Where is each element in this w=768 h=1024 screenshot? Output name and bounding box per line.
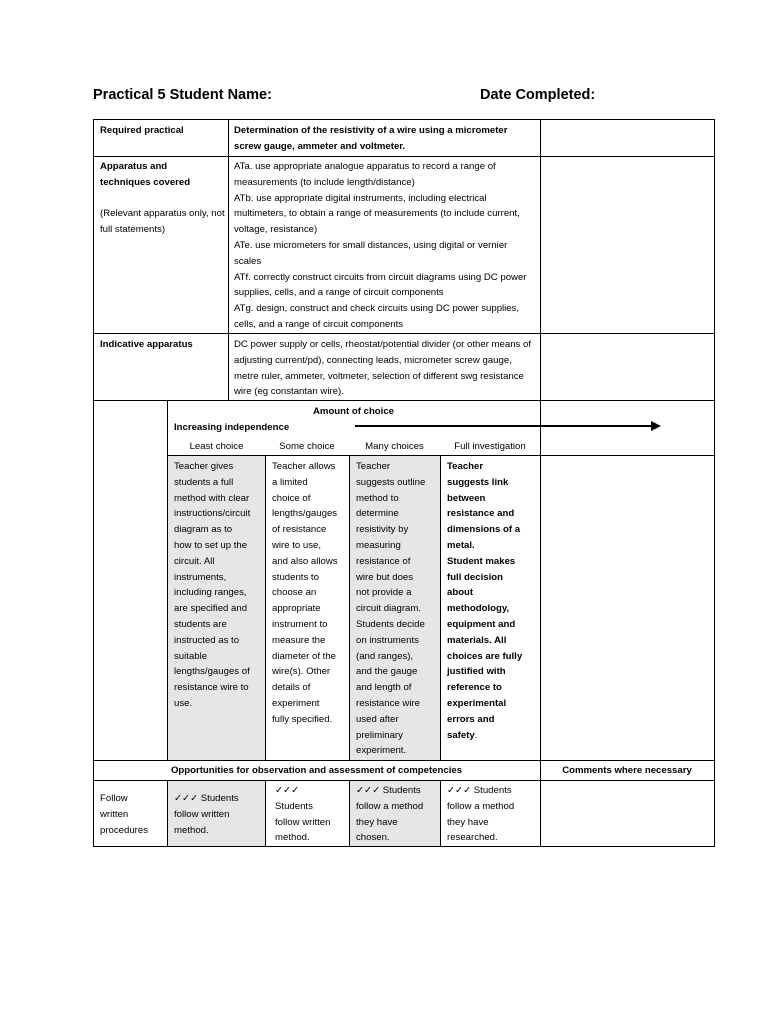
apparatus-item-atf: ATf. correctly construct circuits from circuit diagrams using DC power supplies, cells, and a range of circuit components [234,271,527,299]
full-investigation-text: Teacher suggests link between resistance and dimensions of a metal. Student makes full decision about methodology, equipment and materials. All choices are fully justified with reference to experimental errors and safety [447,461,523,741]
apparatus-item-atg: ATg. design, construct and check circuits using DC power supplies, cells, and a range of circuit components [234,303,520,330]
opportunities-heading: Opportunities for observation and assessment of competencies [170,765,463,776]
many-choices-assessment: ✓✓✓ Students follow a method they have chosen. [356,785,424,844]
apparatus-label: Apparatus and techniques covered [100,161,191,188]
level-full-investigation: Full investigation [454,441,526,452]
some-choice-assessment: ✓✓✓ Students follow written method. [275,785,331,844]
follow-written-procedures-label: Follow written procedures [100,793,148,836]
level-least-choice: Least choice [189,441,244,452]
level-some-choice: Some choice [279,441,335,452]
level-many-choices: Many choices [365,441,424,452]
comments-heading: Comments where necessary [562,765,692,776]
some-choice-description: Teacher allows a limited choice of lengths/gauges of resistance wire to use, and also allows students to choose an appropriate instrument to measure the diameter of the wire(s). Other details of experiment fully specified. [272,461,338,725]
required-practical-value: Determination of the resistivity of a wire using a micrometer screw gauge, ammeter and voltmeter. [234,125,508,152]
practical-title: Practical 5 Student Name: [93,87,272,103]
apparatus-item-ate: ATe. use micrometers for small distances, using digital or vernier scales [234,239,508,267]
indicative-apparatus-label: Indicative apparatus [100,339,193,350]
indicative-apparatus-value: DC power supply or cells, rheostat/potential divider (or other means of adjusting current/pd), connecting leads, micrometer screw gauge, metre ruler, ammeter, voltmeter, selection of different swg resistance wire (eg constantan wire). [234,339,532,398]
date-completed-label: Date Completed: [480,87,596,103]
amount-of-choice-title: Amount of choice [312,406,394,417]
full-investigation-assessment: ✓✓✓ Students follow a method they have researched. [447,785,515,844]
least-choice-assessment: ✓✓✓ Students follow written method. [174,793,239,836]
apparatus-item-atb: ATb. use appropriate digital instruments, including electrical multimeters, to obtain a range of measurements (to include current, voltage, resistance) [234,192,520,236]
required-practical-label: Required practical [100,125,184,136]
apparatus-list [234,159,536,333]
apparatus-note: (Relevant apparatus only, not full statements) [100,208,225,235]
apparatus-item-ata: ATa. use appropriate analogue apparatus to record a range of measurements (to include length/distance) [234,161,496,188]
independence-arrow [355,420,665,432]
full-investigation-description [447,459,539,743]
full-investigation-period: . [474,729,478,741]
least-choice-description: Teacher gives students a full method with clear instructions/circuit diagram as to how to set up the circuit. All instruments, including ranges, are specified and students are instructed as to suitable lengths/gauges of resistance wire to use. [174,461,251,709]
many-choices-description: Teacher suggests outline method to determine resistivity by measuring resistance of wire but does not provide a circuit diagram. Students decide on instruments (and ranges), and the gauge and length of resistance wire used after preliminary experiment. [356,461,426,757]
increasing-independence-label: Increasing independence [174,422,290,433]
